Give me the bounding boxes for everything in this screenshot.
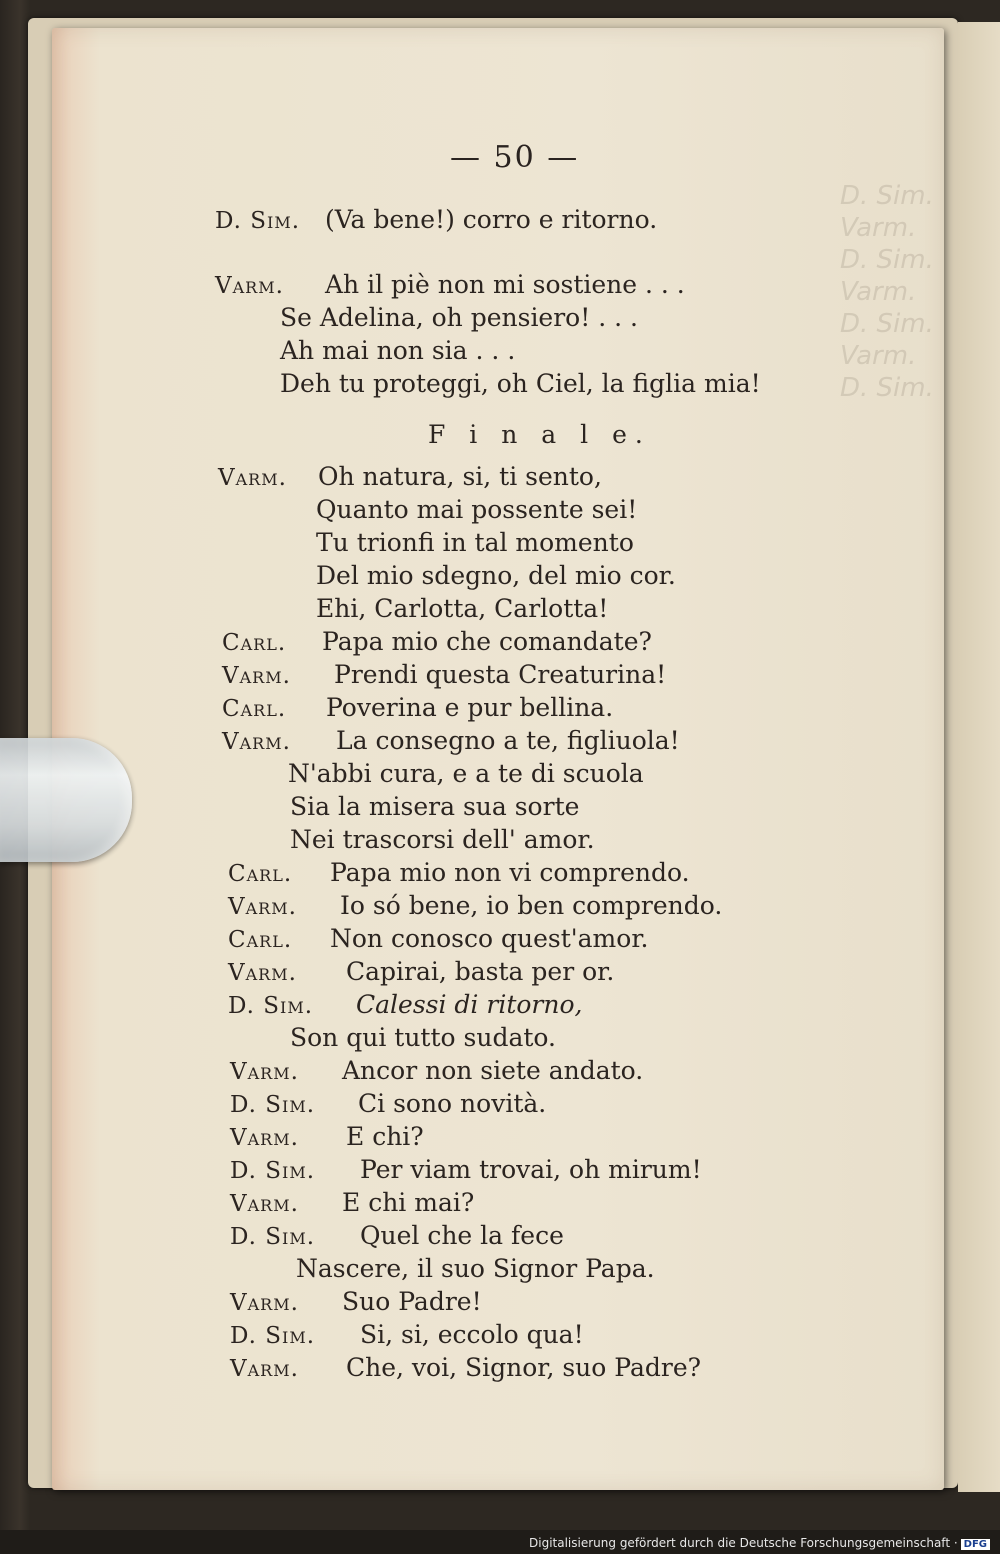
verse: E chi mai?: [342, 1188, 475, 1217]
verse: Oh natura, si, ti sento,: [318, 462, 602, 491]
verse: Capirai, basta per or.: [346, 957, 615, 986]
speaker: Varm.: [228, 894, 297, 920]
text-line: [230, 1287, 482, 1316]
verse: Suo Padre!: [342, 1287, 482, 1316]
speaker: D. Sim.: [230, 1158, 316, 1184]
text-line: [290, 825, 595, 854]
verse: Ancor non siete andato.: [342, 1056, 644, 1085]
verse: Prendi questa Creaturina!: [334, 660, 667, 689]
credit-text: Digitalisierung gefördert durch die Deutsche Forschungsgemeinschaft ·: [529, 1536, 958, 1550]
verse: Son qui tutto sudato.: [290, 1023, 556, 1052]
verse: N'abbi cura, e a te di scuola: [288, 759, 644, 788]
text-line: [228, 858, 690, 887]
speaker: D. Sim.: [228, 993, 314, 1019]
verse: Quel che la fece: [360, 1221, 564, 1250]
text-line: [222, 726, 680, 755]
verse: Per viam trovai, oh mirum!: [360, 1155, 702, 1184]
speaker: Varm.: [230, 1125, 299, 1151]
verse: Poverina e pur bellina.: [326, 693, 614, 722]
verse: Quanto mai possente sei!: [316, 495, 638, 524]
text-line: [215, 205, 657, 234]
show-through-text: D. Sim. Varm. D. Sim. Varm. D. Sim. Varm. D. Sim.: [840, 181, 934, 403]
speaker: D. Sim.: [230, 1092, 316, 1118]
page-number: — 50 —: [450, 140, 580, 175]
dfg-logo: DFG: [961, 1539, 990, 1550]
speaker: D. Sim.: [215, 208, 301, 234]
verse: Si, si, eccolo qua!: [360, 1320, 584, 1349]
text-line: [288, 759, 644, 788]
verse: Papa mio non vi comprendo.: [330, 858, 690, 887]
verse: Deh tu proteggi, oh Ciel, la figlia mia!: [280, 369, 761, 398]
verse: Io só bene, io ben comprendo.: [340, 891, 723, 920]
verse: Se Adelina, oh pensiero! . . .: [280, 303, 638, 332]
text-line: [228, 924, 648, 953]
verse: Calessi di ritorno,: [356, 990, 583, 1019]
verse: La consegno a te, figliuola!: [336, 726, 680, 755]
speaker: Carl.: [222, 696, 287, 722]
verse: Sia la misera sua sorte: [290, 792, 580, 821]
speaker: Varm.: [222, 729, 291, 755]
verse: Che, voi, Signor, suo Padre?: [346, 1353, 702, 1382]
text-line: [290, 792, 579, 821]
verse: E chi?: [346, 1122, 424, 1151]
text-line: [280, 369, 761, 398]
verse: Nei trascorsi dell' amor.: [290, 825, 595, 854]
speaker: Varm.: [218, 465, 287, 491]
speaker: Carl.: [228, 927, 293, 953]
speaker: Varm.: [230, 1059, 299, 1085]
section-heading: F i n a l e.: [428, 420, 651, 449]
facing-page-edge: [958, 22, 1000, 1492]
verse: Papa mio che comandate?: [322, 627, 652, 656]
verse: Nascere, il suo Signor Papa.: [296, 1254, 655, 1283]
speaker: Varm.: [222, 663, 291, 689]
speaker: Varm.: [230, 1191, 299, 1217]
text-line: [222, 627, 652, 656]
speaker: Varm.: [230, 1356, 299, 1382]
text-line: [296, 1254, 655, 1283]
page-clip: [0, 738, 132, 862]
text-line: [230, 1188, 474, 1217]
text-line: [218, 462, 602, 491]
text-line: [290, 1023, 556, 1052]
speaker: Varm.: [215, 273, 284, 299]
text-line: [280, 303, 638, 332]
verse: Del mio sdegno, del mio cor.: [316, 561, 676, 590]
text-line: [316, 594, 608, 623]
text-line: [280, 336, 515, 365]
text-line: [230, 1320, 584, 1349]
text-line: [230, 1122, 424, 1151]
text-line: [228, 891, 722, 920]
verse: Ehi, Carlotta, Carlotta!: [316, 594, 609, 623]
speaker: Varm.: [230, 1290, 299, 1316]
text-line: [230, 1155, 702, 1184]
text-line: [316, 528, 634, 557]
text-line: [230, 1056, 643, 1085]
speaker: D. Sim.: [230, 1323, 316, 1349]
digitization-credit: [529, 1536, 990, 1550]
speaker: D. Sim.: [230, 1224, 316, 1250]
text-line: [228, 957, 614, 986]
speaker: Carl.: [228, 861, 293, 887]
verse: Ci sono novità.: [358, 1089, 547, 1118]
text-line: [316, 495, 637, 524]
verse: Non conosco quest'amor.: [330, 924, 649, 953]
verse: Ah il piè non mi sostiene . . .: [325, 270, 685, 299]
text-line: [316, 561, 676, 590]
text-line: [228, 990, 582, 1019]
verse: (Va bene!) corro e ritorno.: [325, 205, 658, 234]
speaker: Carl.: [222, 630, 287, 656]
text-line: [230, 1089, 546, 1118]
verse: Ah mai non sia . . .: [280, 336, 516, 365]
text-line: [215, 270, 685, 299]
text-line: [222, 693, 613, 722]
speaker: Varm.: [228, 960, 297, 986]
text-line: [230, 1353, 701, 1382]
text-line: [230, 1221, 564, 1250]
verse: Tu trionfi in tal momento: [316, 528, 634, 557]
text-line: [222, 660, 666, 689]
